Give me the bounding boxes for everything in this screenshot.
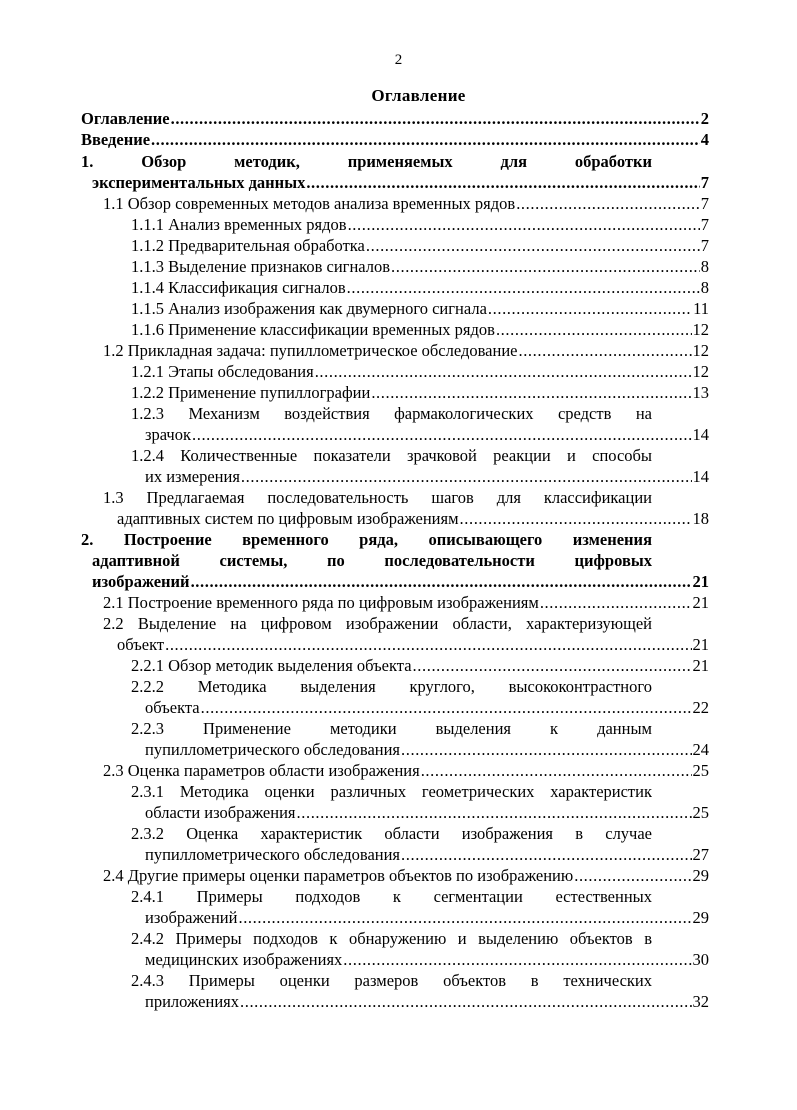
toc-entry-page: 21 bbox=[692, 593, 709, 612]
toc-entry-title: 1.1.1 Анализ временных рядов bbox=[131, 215, 347, 234]
toc-entry-title: 1.2 Прикладная задача: пупиллометрическое обследование bbox=[103, 341, 518, 360]
toc-entry-title: объекта bbox=[145, 698, 200, 717]
toc-subsection-2-4-2-line[interactable]: 2.4.2 Примеры подходов к обнаружению и выделению объектов в bbox=[131, 929, 652, 948]
toc-subsection-1-1-3[interactable] bbox=[131, 256, 709, 277]
toc-subsection-1-2-4-line[interactable]: 1.2.4 Количественные показатели зрачковой реакции и способы bbox=[131, 446, 652, 465]
toc-entry-page: 27 bbox=[692, 845, 709, 864]
toc-entry-title: 1.2.1 Этапы обследования bbox=[131, 362, 314, 381]
toc-subsection-2-4-2[interactable] bbox=[145, 949, 709, 970]
toc-subsection-2-4-3-line[interactable]: 2.4.3 Примеры оценки размеров объектов в технических bbox=[131, 971, 652, 990]
toc-entry-title: экспериментальных данных bbox=[92, 173, 306, 192]
toc-subsection-2-3-1[interactable] bbox=[145, 802, 709, 823]
toc-entry-page: 13 bbox=[692, 383, 709, 402]
toc-entry-page: 25 bbox=[692, 803, 709, 822]
toc-entry-title: 1.2.2 Применение пупиллографии bbox=[131, 383, 371, 402]
toc-subsection-1-2-3[interactable] bbox=[145, 424, 709, 445]
toc-entry-page: 7 bbox=[700, 173, 709, 192]
toc-chapter-2-line-1[interactable]: 2. Построение временного ряда, описывающего изменения bbox=[81, 530, 652, 549]
toc-subsection-1-2-1[interactable] bbox=[131, 361, 709, 382]
toc-entry-page: 24 bbox=[692, 740, 709, 759]
toc-entry-title: 2.2.1 Обзор методик выделения объекта bbox=[131, 656, 412, 675]
toc-entry-page: 32 bbox=[692, 992, 709, 1011]
toc-entry-page: 8 bbox=[700, 257, 709, 276]
toc-entry-title: 1.1 Обзор современных методов анализа временных рядов bbox=[103, 194, 516, 213]
toc-subsection-2-2-1[interactable] bbox=[131, 655, 709, 676]
toc-entry-page: 21 bbox=[692, 635, 709, 654]
toc-entry-title: 1.1.6 Применение классификации временных рядов bbox=[131, 320, 495, 339]
toc-subsection-1-1-6[interactable] bbox=[131, 319, 709, 340]
toc-subsection-1-2-4[interactable] bbox=[145, 466, 709, 487]
toc-entry-title: 2.1 Построение временного ряда по цифровым изображениям bbox=[103, 593, 539, 612]
toc-entry-title: Введение bbox=[81, 130, 151, 149]
toc-entry-title: приложениях bbox=[145, 992, 239, 1011]
toc-entry-page: 14 bbox=[692, 425, 709, 444]
toc-chapter-2-line-2[interactable]: адаптивной системы, по последовательности цифровых bbox=[92, 551, 652, 570]
toc-entry-title: 2.3 Оценка параметров области изображения bbox=[103, 761, 420, 780]
toc-entry-page: 8 bbox=[700, 278, 709, 297]
toc-section-1-1[interactable] bbox=[103, 193, 709, 214]
toc-entry-title: 1.1.4 Классификация сигналов bbox=[131, 278, 346, 297]
toc-entry-title: пупиллометрического обследования bbox=[145, 845, 401, 864]
toc-entry-title: 1.1.5 Анализ изображения как двумерного сигнала bbox=[131, 299, 487, 318]
toc-entry-title: Оглавление bbox=[81, 109, 170, 128]
toc-subsection-2-4-1[interactable] bbox=[145, 907, 709, 928]
toc-entry-page: 29 bbox=[692, 866, 709, 885]
toc-section-2-1[interactable] bbox=[103, 592, 709, 613]
toc-entry-page: 7 bbox=[700, 236, 709, 255]
toc-subsection-2-4-3[interactable] bbox=[145, 991, 709, 1012]
toc-section-1-2[interactable] bbox=[103, 340, 709, 361]
toc-subsection-1-1-1[interactable] bbox=[131, 214, 709, 235]
toc-entry-page: 7 bbox=[700, 194, 709, 213]
toc-subsection-1-1-5[interactable] bbox=[131, 298, 709, 319]
toc-entry-page: 29 bbox=[692, 908, 709, 927]
toc-entry-title: адаптивных систем по цифровым изображениям bbox=[117, 509, 459, 528]
toc-section-2-2[interactable] bbox=[117, 634, 709, 655]
toc-section-1-3[interactable] bbox=[117, 508, 709, 529]
toc-subsection-2-4-1-line[interactable]: 2.4.1 Примеры подходов к сегментации естественных bbox=[131, 887, 652, 906]
toc-entry-page: 22 bbox=[692, 698, 709, 717]
toc-entry-title: медицинских изображениях bbox=[145, 950, 343, 969]
toc-entry-title: объект bbox=[117, 635, 165, 654]
toc-chapter-1[interactable] bbox=[92, 172, 709, 193]
toc-section-2-2-line[interactable]: 2.2 Выделение на цифровом изображении области, характеризующей bbox=[103, 614, 652, 633]
toc-subsection-2-3-2-line[interactable]: 2.3.2 Оценка характеристик области изображения в случае bbox=[131, 824, 652, 843]
toc-entry-title: изображений bbox=[145, 908, 238, 927]
toc-entry-contents[interactable] bbox=[81, 108, 709, 129]
toc-entry-page: 18 bbox=[692, 509, 709, 528]
toc-heading: Оглавление bbox=[371, 86, 466, 105]
toc-entry-title: пупиллометрического обследования bbox=[145, 740, 401, 759]
toc-subsection-2-3-2[interactable] bbox=[145, 844, 709, 865]
toc-entry-title: их измерения bbox=[145, 467, 240, 486]
toc-section-2-3[interactable] bbox=[103, 760, 709, 781]
toc-entry-page: 12 bbox=[692, 362, 709, 381]
toc-entry-title: 1.1.2 Предварительная обработка bbox=[131, 236, 365, 255]
toc-entry-page: 12 bbox=[692, 320, 709, 339]
toc-entry-page: 2 bbox=[700, 109, 709, 128]
toc-entry-page: 14 bbox=[692, 467, 709, 486]
page-number: 2 bbox=[394, 52, 403, 68]
toc-subsection-1-2-2[interactable] bbox=[131, 382, 709, 403]
toc-entry-page: 11 bbox=[693, 299, 709, 318]
toc-entry-page: 7 bbox=[700, 215, 709, 234]
toc-subsection-2-2-2[interactable] bbox=[145, 697, 709, 718]
toc-subsection-2-2-3-line[interactable]: 2.2.3 Применение методики выделения к данным bbox=[131, 719, 652, 738]
toc-section-2-4[interactable] bbox=[103, 865, 709, 886]
toc-entry-page: 12 bbox=[692, 341, 709, 360]
toc-subsection-1-1-2[interactable] bbox=[131, 235, 709, 256]
toc-entry-introduction[interactable] bbox=[81, 129, 709, 150]
toc-entry-page: 30 bbox=[692, 950, 709, 969]
toc-subsection-2-2-3[interactable] bbox=[145, 739, 709, 760]
toc-entry-title: изображений bbox=[92, 572, 190, 591]
toc-entry-page: 25 bbox=[692, 761, 709, 780]
toc-chapter-2[interactable] bbox=[92, 571, 709, 592]
toc-entry-page: 21 bbox=[692, 656, 709, 675]
toc-section-1-3-line[interactable]: 1.3 Предлагаемая последовательность шагов для классификации bbox=[103, 488, 652, 507]
toc-subsection-2-2-2-line[interactable]: 2.2.2 Методика выделения круглого, высококонтрастного bbox=[131, 677, 652, 696]
toc-entry-title: 1.1.3 Выделение признаков сигналов bbox=[131, 257, 391, 276]
toc-subsection-1-2-3-line[interactable]: 1.2.3 Механизм воздействия фармакологических средств на bbox=[131, 404, 652, 423]
toc-entry-title: области изображения bbox=[145, 803, 296, 822]
toc-entry-page: 21 bbox=[692, 572, 709, 591]
toc-entry-page: 4 bbox=[700, 130, 709, 149]
toc-entry-title: зрачок bbox=[145, 425, 191, 444]
toc-entry-title: 2.4 Другие примеры оценки параметров объектов по изображению bbox=[103, 866, 574, 885]
toc-subsection-1-1-4[interactable] bbox=[131, 277, 709, 298]
toc-subsection-2-3-1-line[interactable]: 2.3.1 Методика оценки различных геометрических характеристик bbox=[131, 782, 652, 801]
toc-chapter-1-line[interactable]: 1. Обзор методик, применяемых для обработки bbox=[81, 152, 652, 171]
